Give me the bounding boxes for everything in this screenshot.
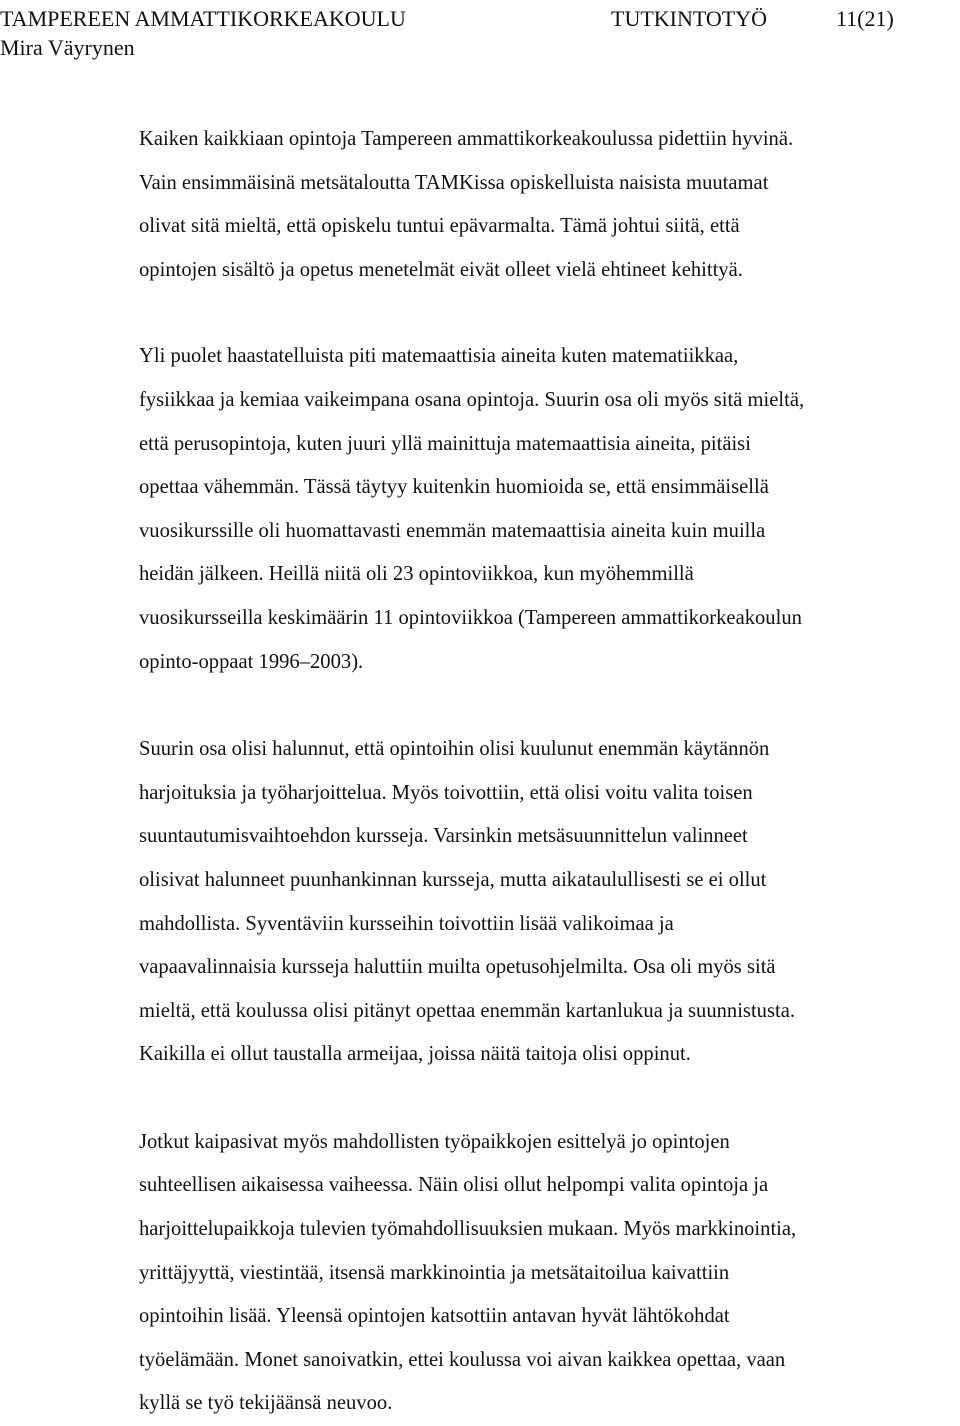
text-line: suuntautumisvaihtoehdon kursseja. Varsinkin metsäsuunnittelun valinneet: [139, 825, 748, 848]
text-line: yrittäjyyttä, viestintää, itsensä markkinointia ja metsätaitoilua kaivattiin: [139, 1261, 730, 1284]
text-line: vuosikurssille oli huomattavasti enemmän matemaattisia aineita kuin muilla: [139, 519, 766, 542]
text-line: heidän jälkeen. Heillä niitä oli 23 opintoviikkoa, kun myöhemmillä: [139, 563, 694, 586]
text-line: työelämään. Monet sanoivatkin, ettei koulussa voi aivan kaikkea opettaa, vaan: [139, 1348, 786, 1371]
institution-name: TAMPEREEN AMMATTIKORKEAKOULU: [0, 6, 406, 31]
text-line: mahdollista. Syventäviin kursseihin toivottiin lisää valikoimaa ja: [139, 912, 674, 935]
paragraph: [139, 335, 957, 684]
text-line: opintoihin lisää. Yleensä opintojen katsottiin antavan hyvät lähtökohdat: [139, 1305, 730, 1328]
text-line: harjoituksia ja työharjoittelua. Myös toivottiin, että olisi voitu valita toisen: [139, 781, 753, 804]
text-line: suhteellisen aikaisessa vaiheessa. Näin olisi ollut helpompi valita opintoja ja: [139, 1174, 769, 1197]
text-line: harjoittelupaikkoja tulevien työmahdollisuuksien mukaan. Myös markkinointia,: [139, 1218, 797, 1241]
text-line: fysiikkaa ja kemiaa vaikeimpana osana opintoja. Suurin osa oli myös sitä mieltä,: [139, 388, 805, 411]
document-type: TUTKINTOTYÖ: [611, 6, 768, 31]
text-line: opinto-oppaat 1996–2003).: [139, 650, 364, 673]
paragraph: [139, 728, 957, 1077]
paragraph: [139, 1121, 957, 1426]
text-line: Kaiken kaikkiaan opintoja Tampereen ammattikorkeakoulussa pidettiin hyvinä.: [139, 128, 794, 150]
paragraph: [139, 118, 957, 292]
text-line: Suurin osa olisi halunnut, että opintoihin olisi kuulunut enemmän käytännön: [139, 738, 770, 761]
text-line: opintojen sisältö ja opetus menetelmät eivät olleet vielä ehtineet kehittyä.: [139, 258, 743, 281]
text-line: Vain ensimmäisinä metsätaloutta TAMKissa opiskelluista naisista muutamat: [139, 171, 769, 194]
page-header: [0, 4, 960, 62]
header-row-top: [0, 4, 960, 33]
text-line: että perusopintoja, kuten juuri yllä mainittuja matemaattisia aineita, pitäisi: [139, 432, 751, 455]
text-line: Jotkut kaipasivat myös mahdollisten työpaikkojen esittelyä jo opintojen: [139, 1130, 730, 1153]
text-line: mieltä, että koulussa olisi pitänyt opettaa enemmän kartanlukua ja suunnistusta.: [139, 999, 795, 1022]
document-body: [139, 118, 957, 1426]
text-line: vapaavalinnaisia kursseja haluttiin muilta opetusohjelmilta. Osa oli myös sitä: [139, 956, 776, 979]
author-name: Mira Väyrynen: [0, 35, 135, 60]
header-row-author: [0, 33, 960, 62]
text-line: olivat sitä mieltä, että opiskelu tuntui epävarmalta. Tämä johtui siitä, että: [139, 215, 740, 238]
text-line: Yli puolet haastatelluista piti matemaattisia aineita kuten matematiikkaa,: [139, 345, 739, 368]
text-line: vuosikursseilla keskimäärin 11 opintoviikkoa (Tampereen ammattikorkeakoulun: [139, 606, 802, 629]
text-line: olisivat halunneet puunhankinnan kursseja, mutta aikataulullisesti se ei ollut: [139, 868, 767, 891]
page-number: 11(21): [836, 6, 894, 31]
text-line: Kaikilla ei ollut taustalla armeijaa, joissa näitä taitoja olisi oppinut.: [139, 1043, 691, 1066]
text-line: opettaa vähemmän. Tässä täytyy kuitenkin huomioida se, että ensimmäisellä: [139, 476, 769, 499]
text-line: kyllä se työ tekijäänsä neuvoo.: [139, 1392, 393, 1415]
